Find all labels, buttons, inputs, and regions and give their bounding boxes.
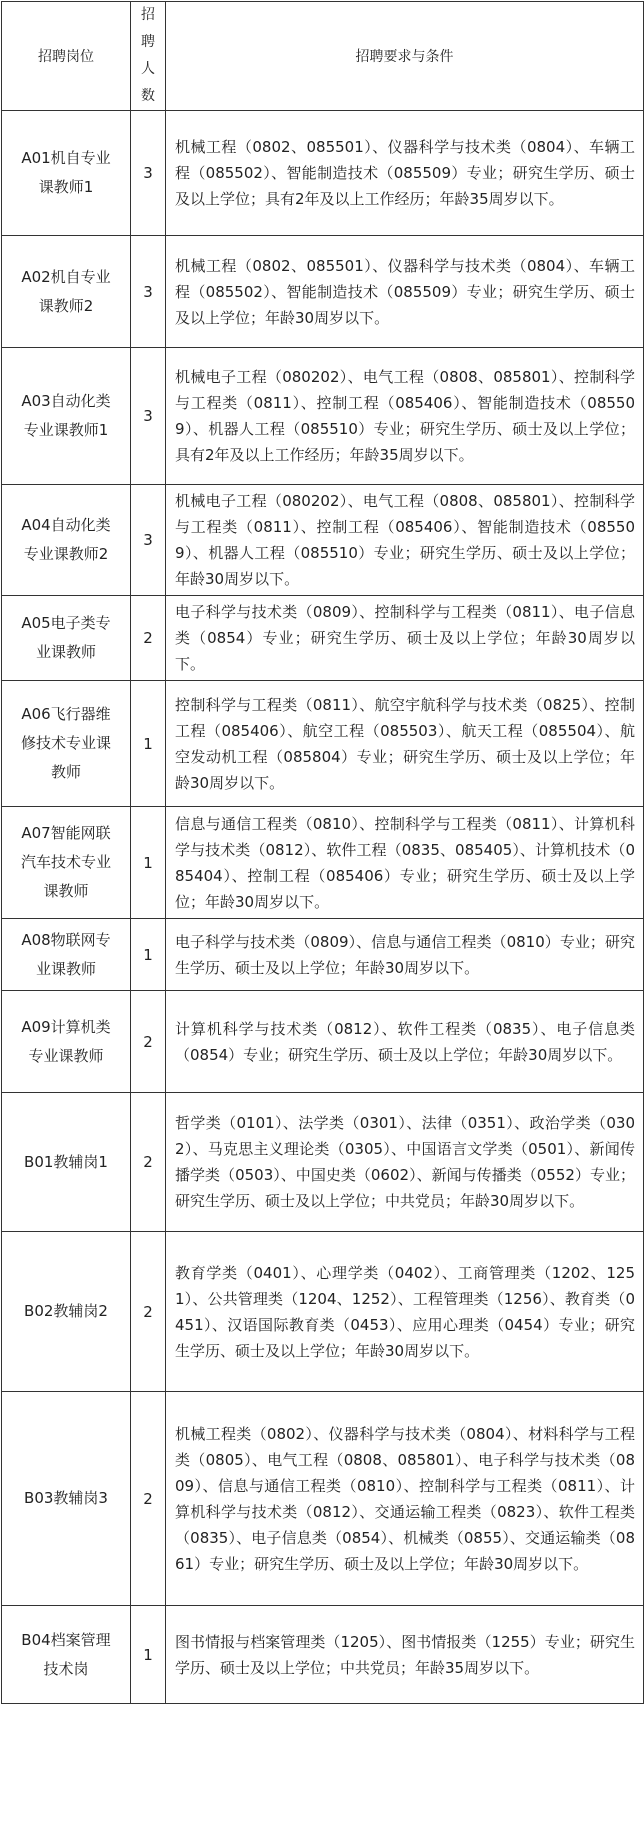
count-cell: 2 bbox=[131, 991, 166, 1093]
table-row bbox=[2, 348, 644, 485]
header-count: 招聘人数 bbox=[131, 2, 166, 111]
recruitment-table bbox=[1, 1, 644, 1704]
table-row bbox=[2, 596, 644, 681]
position-cell: A05电子类专业课教师 bbox=[2, 596, 131, 681]
count-cell: 3 bbox=[131, 111, 166, 236]
position-cell: B02教辅岗2 bbox=[2, 1232, 131, 1392]
header-position: 招聘岗位 bbox=[2, 2, 131, 111]
requirements-cell: 电子科学与技术类（0809）、信息与通信工程类（0810）专业；研究生学历、硕士及以上学位；年龄30周岁以下。 bbox=[166, 919, 644, 991]
requirements-cell: 机械工程类（0802）、仪器科学与技术类（0804）、材料科学与工程类（0805）、电气工程（0808、085801）、电子科学与技术类（0809）、信息与通信工程类（0810）、控制科学与工程类（0811）、计算机科学与技术类（0812）、交通运输工程类（0823）、软件工程类（0835）、电子信息类（0854）、机械类（0855）、交通运输类（0861）专业；研究生学历、硕士及以上学位；年龄30周岁以下。 bbox=[166, 1392, 644, 1606]
count-cell: 2 bbox=[131, 596, 166, 681]
position-cell: B01教辅岗1 bbox=[2, 1093, 131, 1232]
requirements-cell: 哲学类（0101）、法学类（0301）、法律（0351）、政治学类（0302）、马克思主义理论类（0305）、中国语言文学类（0501）、新闻传播学类（0503）、中国史类（0602）、新闻与传播类（0552）专业；研究生学历、硕士及以上学位；中共党员；年龄30周岁以下。 bbox=[166, 1093, 644, 1232]
table-row bbox=[2, 807, 644, 919]
table-row bbox=[2, 919, 644, 991]
count-cell: 3 bbox=[131, 485, 166, 596]
table-row bbox=[2, 991, 644, 1093]
requirements-cell: 计算机科学与技术类（0812）、软件工程类（0835）、电子信息类（0854）专业；研究生学历、硕士及以上学位；年龄30周岁以下。 bbox=[166, 991, 644, 1093]
count-cell: 1 bbox=[131, 1606, 166, 1704]
position-cell: A02机自专业课教师2 bbox=[2, 236, 131, 348]
requirements-cell: 控制科学与工程类（0811）、航空宇航科学与技术类（0825）、控制工程（085406）、航空工程（085503）、航天工程（085504）、航空发动机工程（085804）专业；研究生学历、硕士及以上学位；年龄30周岁以下。 bbox=[166, 681, 644, 807]
position-cell: A07智能网联汽车技术专业课教师 bbox=[2, 807, 131, 919]
header-requirements: 招聘要求与条件 bbox=[166, 2, 644, 111]
position-cell: B03教辅岗3 bbox=[2, 1392, 131, 1606]
requirements-cell: 电子科学与技术类（0809）、控制科学与工程类（0811）、电子信息类（0854）专业；研究生学历、硕士及以上学位；年龄30周岁以下。 bbox=[166, 596, 644, 681]
count-cell: 2 bbox=[131, 1392, 166, 1606]
position-cell: A03自动化类专业课教师1 bbox=[2, 348, 131, 485]
table-row bbox=[2, 236, 644, 348]
count-cell: 2 bbox=[131, 1232, 166, 1392]
count-cell: 2 bbox=[131, 1093, 166, 1232]
requirements-cell: 机械工程（0802、085501）、仪器科学与技术类（0804）、车辆工程（085502）、智能制造技术（085509）专业；研究生学历、硕士及以上学位；年龄30周岁以下。 bbox=[166, 236, 644, 348]
count-cell: 1 bbox=[131, 919, 166, 991]
table-header-row bbox=[2, 2, 644, 111]
position-cell: A06飞行器维修技术专业课教师 bbox=[2, 681, 131, 807]
position-cell: B04档案管理技术岗 bbox=[2, 1606, 131, 1704]
requirements-cell: 教育学类（0401）、心理学类（0402）、工商管理类（1202、1251）、公共管理类（1204、1252）、工程管理类（1256）、教育类（0451）、汉语国际教育类（0453）、应用心理类（0454）专业；研究生学历、硕士及以上学位；年龄30周岁以下。 bbox=[166, 1232, 644, 1392]
position-cell: A04自动化类专业课教师2 bbox=[2, 485, 131, 596]
requirements-cell: 信息与通信工程类（0810）、控制科学与工程类（0811）、计算机科学与技术类（0812）、软件工程（0835、085405）、计算机技术（085404）、控制工程（085406）专业；研究生学历、硕士及以上学位；年龄30周岁以下。 bbox=[166, 807, 644, 919]
table-row bbox=[2, 1093, 644, 1232]
position-cell: A08物联网专业课教师 bbox=[2, 919, 131, 991]
count-cell: 3 bbox=[131, 348, 166, 485]
table-row bbox=[2, 1392, 644, 1606]
count-cell: 3 bbox=[131, 236, 166, 348]
table-row bbox=[2, 485, 644, 596]
requirements-cell: 机械电子工程（080202）、电气工程（0808、085801）、控制科学与工程类（0811）、控制工程（085406）、智能制造技术（085509）、机器人工程（085510）专业；研究生学历、硕士及以上学位；具有2年及以上工作经历；年龄35周岁以下。 bbox=[166, 348, 644, 485]
count-cell: 1 bbox=[131, 681, 166, 807]
table-row bbox=[2, 681, 644, 807]
requirements-cell: 图书情报与档案管理类（1205）、图书情报类（1255）专业；研究生学历、硕士及以上学位；中共党员；年龄35周岁以下。 bbox=[166, 1606, 644, 1704]
position-cell: A09计算机类专业课教师 bbox=[2, 991, 131, 1093]
table-row bbox=[2, 1606, 644, 1704]
table-row bbox=[2, 1232, 644, 1392]
requirements-cell: 机械工程（0802、085501）、仪器科学与技术类（0804）、车辆工程（085502）、智能制造技术（085509）专业；研究生学历、硕士及以上学位；具有2年及以上工作经历；年龄35周岁以下。 bbox=[166, 111, 644, 236]
table-row bbox=[2, 111, 644, 236]
position-cell: A01机自专业课教师1 bbox=[2, 111, 131, 236]
requirements-cell: 机械电子工程（080202）、电气工程（0808、085801）、控制科学与工程类（0811）、控制工程（085406）、智能制造技术（085509）、机器人工程（085510）专业；研究生学历、硕士及以上学位；年龄30周岁以下。 bbox=[166, 485, 644, 596]
count-cell: 1 bbox=[131, 807, 166, 919]
